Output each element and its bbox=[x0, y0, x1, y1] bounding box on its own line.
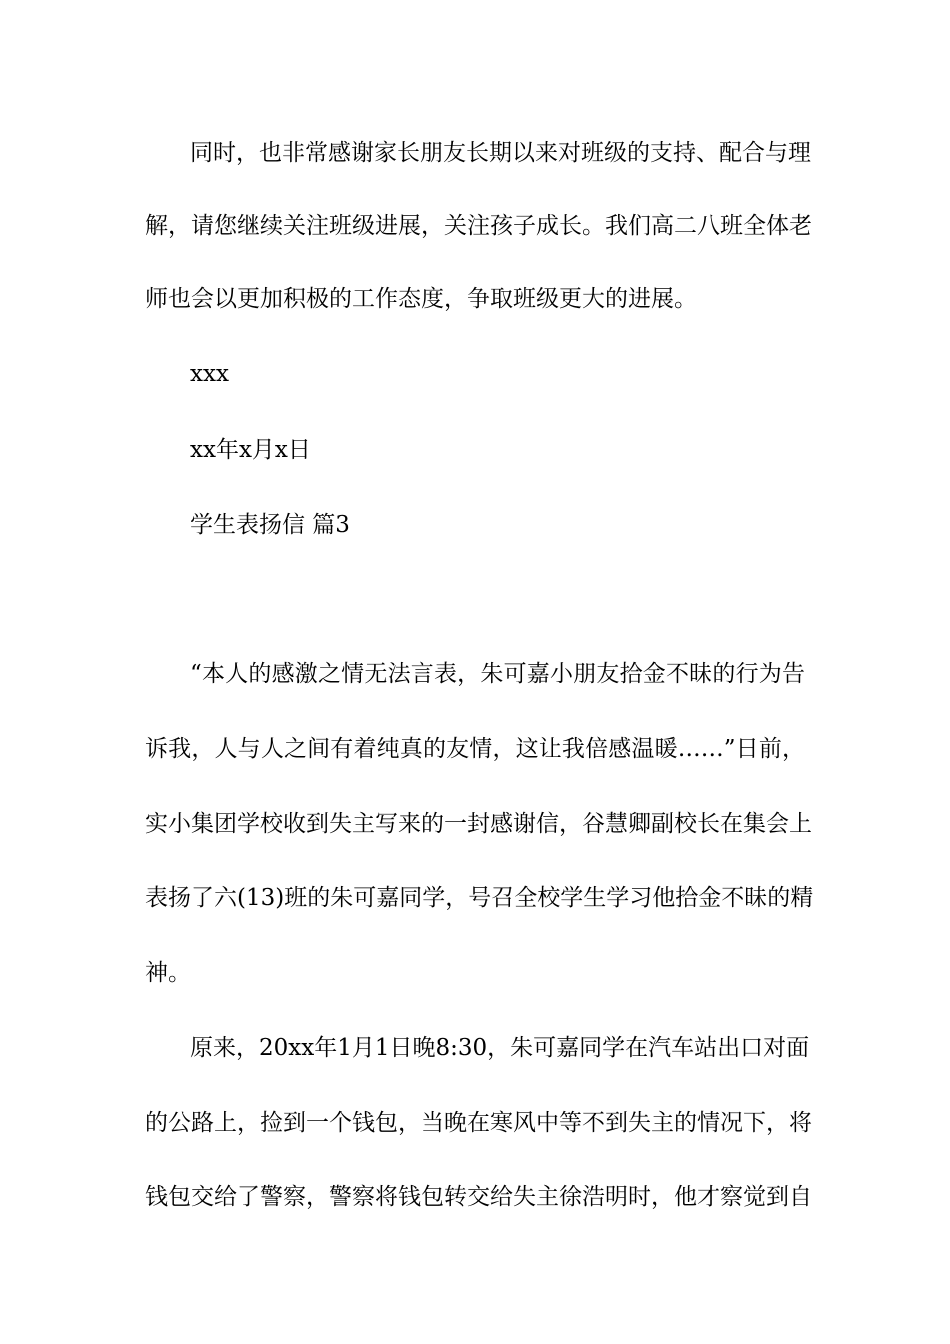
paragraph-2-line-1: “本人的感激之情无法言表，朱可嘉小朋友拾金不昧的行为告 bbox=[190, 661, 805, 687]
paragraph-1-line-3: 师也会以更加积极的工作态度，争取班级更大的进展。 bbox=[145, 286, 697, 312]
paragraph-2-line-5: 神。 bbox=[145, 960, 191, 986]
paragraph-3-line-1: 原来，20xx年1月1日晚8:30，朱可嘉同学在汽车站出口对面 bbox=[190, 1035, 810, 1061]
paragraph-3-line-3: 钱包交给了警察，警察将钱包转交给失主徐浩明时，他才察觉到自 bbox=[145, 1184, 812, 1210]
paragraph-2-line-3: 实小集团学校收到失主写来的一封感谢信，谷慧卿副校长在集会上 bbox=[145, 811, 812, 837]
paragraph-2-line-2: 诉我，人与人之间有着纯真的友情，这让我倍感温暖……”日前， bbox=[145, 736, 805, 762]
section-heading: 学生表扬信 篇3 bbox=[190, 512, 350, 538]
paragraph-2-line-4: 表扬了六(13)班的朱可嘉同学，号召全校学生学习他拾金不昧的精 bbox=[145, 885, 814, 911]
paragraph-3-line-2: 的公路上，捡到一个钱包，当晚在寒风中等不到失主的情况下，将 bbox=[145, 1110, 812, 1136]
paragraph-1-line-1: 同时，也非常感谢家长朋友长期以来对班级的支持、配合与理 bbox=[190, 140, 811, 166]
signature-name: xxx bbox=[190, 361, 229, 387]
signature-date: xx年x月x日 bbox=[190, 437, 311, 463]
paragraph-1-line-2: 解，请您继续关注班级进展，关注孩子成长。我们高二八班全体老 bbox=[145, 213, 812, 239]
